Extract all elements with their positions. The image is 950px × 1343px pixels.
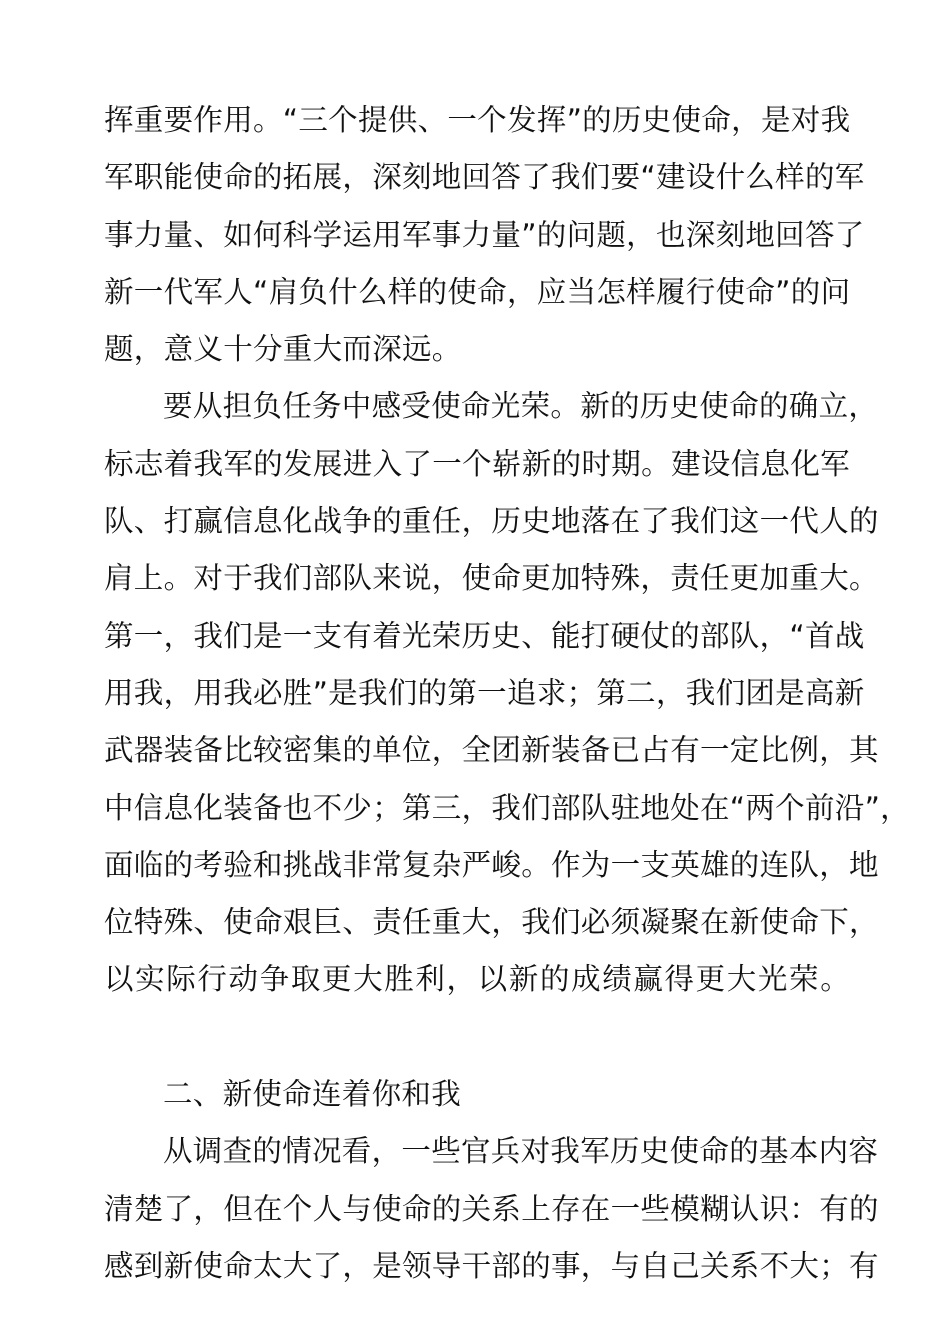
- text-line: 队、打赢信息化战争的重任，历史地落在了我们这一代人的: [104, 504, 879, 539]
- text-line: 新一代军人“肩负什么样的使命，应当怎样履行使命”的问: [104, 274, 851, 309]
- heading-line: 二、新使命连着你和我: [163, 1077, 462, 1112]
- text-line: 用我，用我必胜”是我们的第一追求；第二，我们团是高新: [104, 675, 865, 710]
- text-line: 挥重要作用。“三个提供、一个发挥”的历史使命，是对我: [104, 103, 851, 137]
- text-line: 要从担负任务中感受使命光荣。新的历史使命的确立，: [163, 389, 879, 424]
- text-line: 清楚了，但在个人与使命的关系上存在一些模糊认识：有的: [104, 1191, 879, 1226]
- paragraph-2: [104, 378, 910, 1066]
- paragraph-1: [104, 92, 865, 378]
- text-line: 肩上。对于我们部队来说，使命更加特殊，责任更加重大。: [104, 561, 879, 596]
- text-line: 标志着我军的发展进入了一个崭新的时期。建设信息化军: [104, 446, 850, 481]
- text-line: 事力量、如何科学运用军事力量”的问题，也深刻地回答了: [104, 217, 865, 252]
- paragraph-3: [104, 1123, 879, 1295]
- text-line: [104, 1009, 850, 1066]
- document-page: [104, 92, 910, 1295]
- text-line: 以实际行动争取更大胜利，以新的成绩赢得更大光荣。: [104, 962, 850, 997]
- text-line: 题，意义十分重大而深远。: [104, 332, 462, 367]
- text-line: 武器装备比较密集的单位，全团新装备已占有一定比例，其: [104, 733, 879, 768]
- text-line: 位特殊、使命艰巨、责任重大，我们必须凝聚在新使命下，: [104, 905, 879, 940]
- text-line: 第一，我们是一支有着光荣历史、能打硬仗的部队，“首战: [104, 618, 865, 653]
- text-line: 面临的考验和挑战非常复杂严峻。作为一支英雄的连队，地: [104, 847, 879, 882]
- text-line: 中信息化装备也不少；第三，我们部队驻地处在“两个前沿”，: [104, 790, 910, 825]
- section-heading: [104, 1066, 850, 1123]
- text-line: 感到新使命太大了，是领导干部的事，与自己关系不大；有: [104, 1248, 879, 1283]
- text-line: 从调查的情况看，一些官兵对我军历史使命的基本内容: [163, 1134, 879, 1169]
- text-line: 军职能使命的拓展，深刻地回答了我们要“建设什么样的军: [104, 160, 865, 195]
